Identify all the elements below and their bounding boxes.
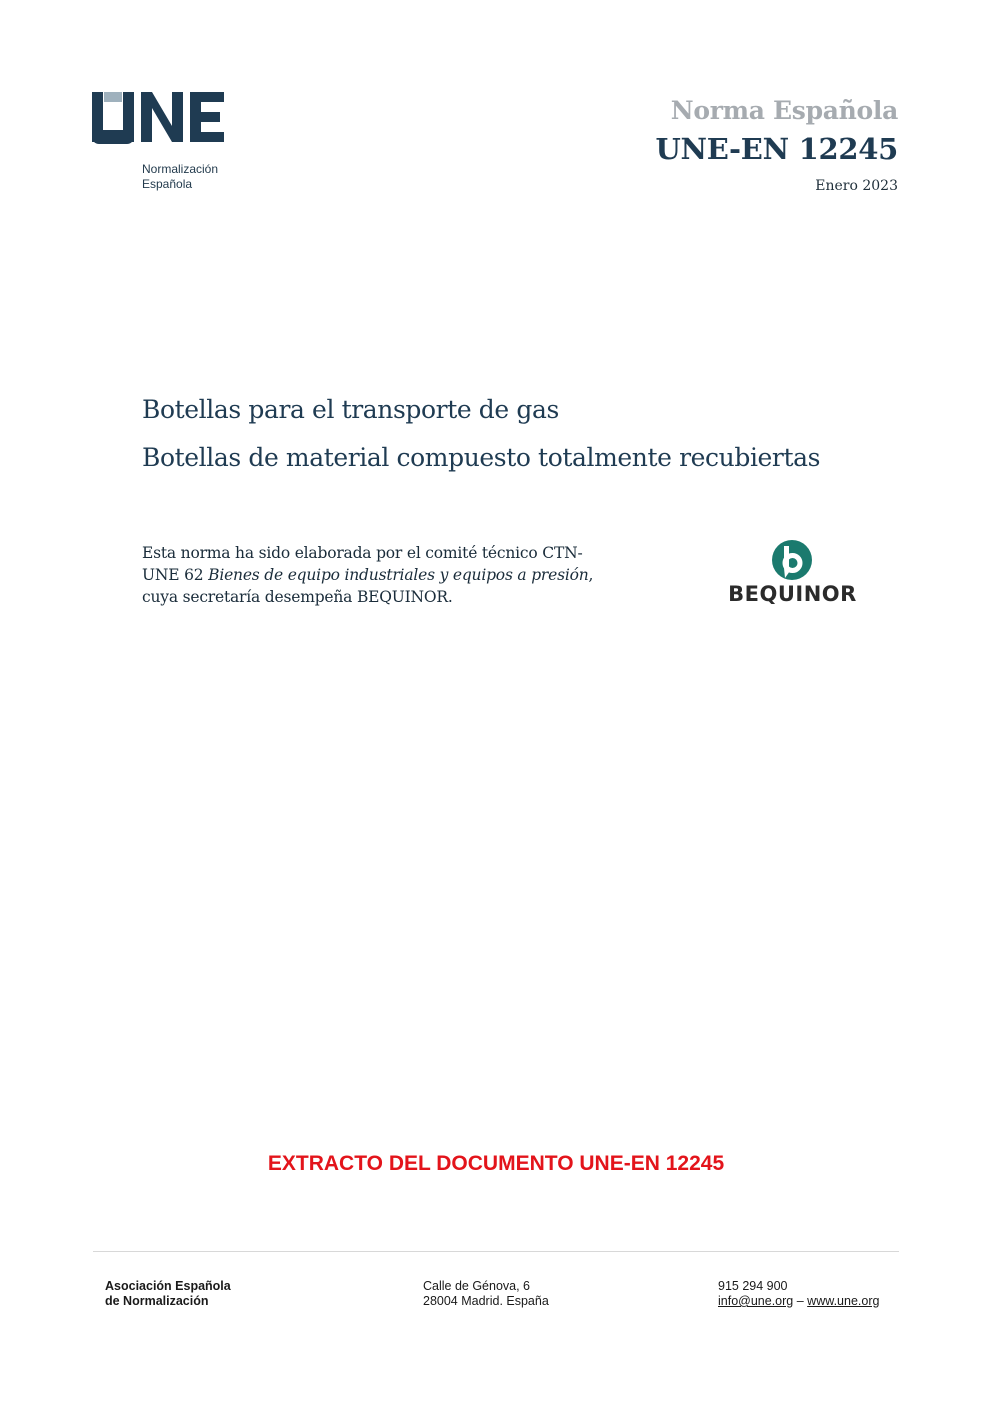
footer-organization	[105, 1279, 231, 1309]
document-code: UNE-EN 12245	[655, 132, 898, 166]
une-logo-subtitle	[142, 162, 218, 192]
document-title	[142, 386, 902, 482]
footer-address-line1: Calle de Génova, 6	[423, 1279, 531, 1293]
une-subtitle-line1: Normalización	[142, 162, 219, 176]
committee-name: Bienes de equipo industriales y equipos a presión	[208, 566, 589, 584]
bequinor-mark-icon	[770, 538, 814, 582]
footer-links	[718, 1294, 879, 1309]
une-subtitle-line2: Española	[142, 177, 193, 191]
footer-address-line2: 28004 Madrid. España	[423, 1294, 549, 1308]
website-link[interactable]: www.une.org	[807, 1294, 880, 1308]
document-date: Enero 2023	[815, 178, 898, 194]
email-link[interactable]: info@une.org	[718, 1294, 794, 1308]
footer-org-line2: de Normalización	[105, 1294, 209, 1308]
footer-separator: –	[796, 1294, 804, 1308]
norma-label: Norma Española	[670, 96, 898, 125]
title-line-1: Botellas para el transporte de gas	[142, 395, 559, 424]
footer-org-line1: Asociación Española	[105, 1279, 231, 1293]
bequinor-logo	[720, 536, 865, 616]
footer-contact	[718, 1279, 879, 1309]
committee-text-3: , cuya secretaría desempeña BEQUINOR.	[142, 566, 594, 606]
footer-divider	[93, 1251, 899, 1252]
footer-address	[423, 1279, 549, 1309]
extract-notice: EXTRACTO DEL DOCUMENTO UNE-EN 12245	[267, 1152, 725, 1175]
bequinor-wordmark: BEQUINOR	[728, 582, 857, 606]
title-line-2: Botellas de material compuesto totalmente recubiertas	[142, 443, 821, 472]
committee-text-2: CTN-UNE 62	[142, 544, 583, 584]
footer-phone: 915 294 900	[718, 1279, 788, 1293]
committee-text-1: Esta norma ha sido elaborada por el comité técnico	[142, 544, 538, 562]
committee-statement	[142, 542, 612, 608]
une-logo-mark	[92, 88, 232, 148]
